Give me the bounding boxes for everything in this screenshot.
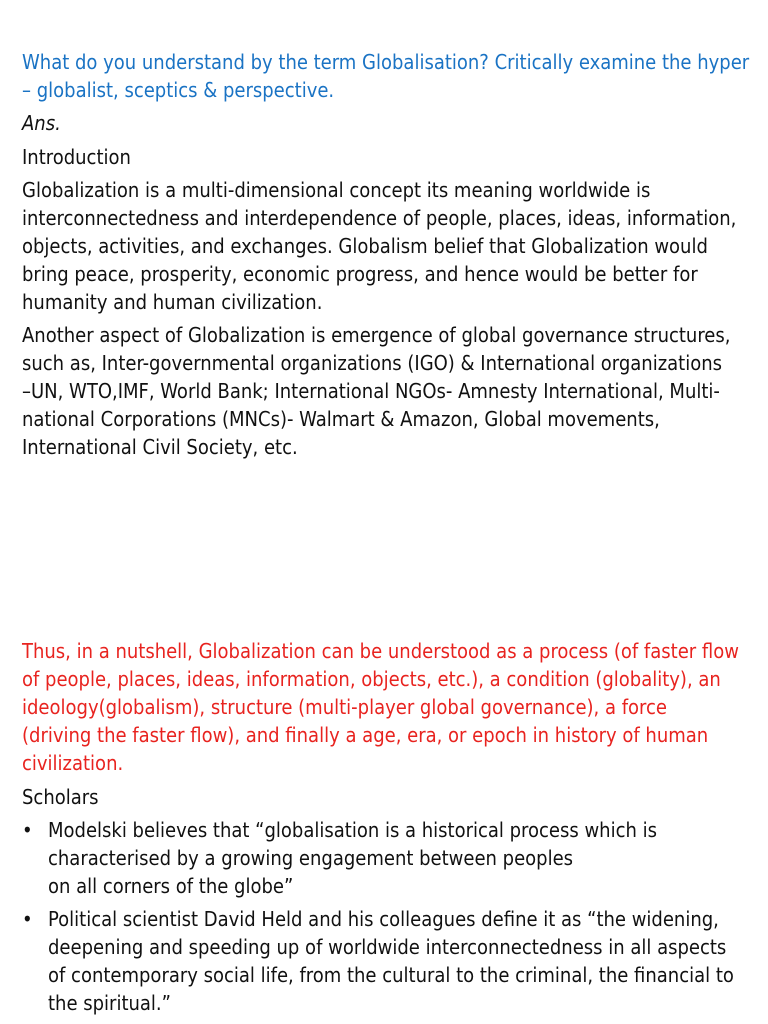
document-page: [22, 48, 750, 1017]
answer-label: Ans.: [22, 111, 61, 135]
blank-space: [22, 461, 750, 637]
list-item-line: deepening and speeding up of worldwide interconnectedness in all aspects: [48, 935, 727, 959]
scholars-list: [22, 816, 750, 1017]
list-item: [22, 905, 750, 1017]
list-item-line: characterised by a growing engagement between peoples: [48, 846, 574, 870]
summary-line: Thus, in a nutshell, Globalization can be understood as a process (of faster flow: [22, 639, 739, 663]
question-line: – globalist, sceptics & perspective.: [22, 78, 335, 102]
paragraph-line: such as, Inter-governmental organizations (IGO) & International organizations: [22, 351, 723, 375]
introduction-paragraph-2: [22, 321, 750, 461]
paragraph-line: humanity and human civilization.: [22, 290, 323, 314]
summary-line: civilization.: [22, 751, 124, 775]
paragraph-line: national Corporations (MNCs)- Walmart & Amazon, Global movements,: [22, 407, 660, 431]
bullet-icon: •: [22, 907, 33, 931]
bullet-icon: •: [22, 818, 33, 842]
summary-line: (driving the faster flow), and finally a age, era, or epoch in history of human: [22, 723, 709, 747]
summary-line: ideology(globalism), structure (multi-player global governance), a force: [22, 695, 667, 719]
paragraph-line: Another aspect of Globalization is emergence of global governance structures,: [22, 323, 731, 347]
paragraph-line: Globalization is a multi-dimensional concept its meaning worldwide is: [22, 178, 651, 202]
list-item-line: Modelski believes that “globalisation is a historical process which is: [48, 818, 657, 842]
introduction-paragraph-1: [22, 176, 750, 316]
paragraph-line: interconnectedness and interdependence of people, places, ideas, information,: [22, 206, 737, 230]
list-item-line: the spiritual.”: [48, 991, 171, 1015]
list-item-line: of contemporary social life, from the cultural to the criminal, the financial to: [48, 963, 734, 987]
summary-paragraph: [22, 637, 750, 777]
list-item-line: on all corners of the globe”: [48, 874, 294, 898]
paragraph-line: objects, activities, and exchanges. Globalism belief that Globalization would: [22, 234, 708, 258]
scholars-heading: Scholars: [22, 785, 99, 809]
list-item: [22, 816, 750, 900]
summary-line: of people, places, ideas, information, objects, etc.), a condition (globality), an: [22, 667, 721, 691]
question-text: [22, 48, 750, 104]
introduction-heading: Introduction: [22, 145, 131, 169]
question-line: What do you understand by the term Globalisation? Critically examine the hyper: [22, 50, 750, 74]
paragraph-line: –UN, WTO,IMF, World Bank; International NGOs- Amnesty International, Multi-: [22, 379, 720, 403]
list-item-line: Political scientist David Held and his colleagues define it as “the widening,: [48, 907, 719, 931]
paragraph-line: bring peace, prosperity, economic progress, and hence would be better for: [22, 262, 698, 286]
paragraph-line: International Civil Society, etc.: [22, 435, 298, 459]
